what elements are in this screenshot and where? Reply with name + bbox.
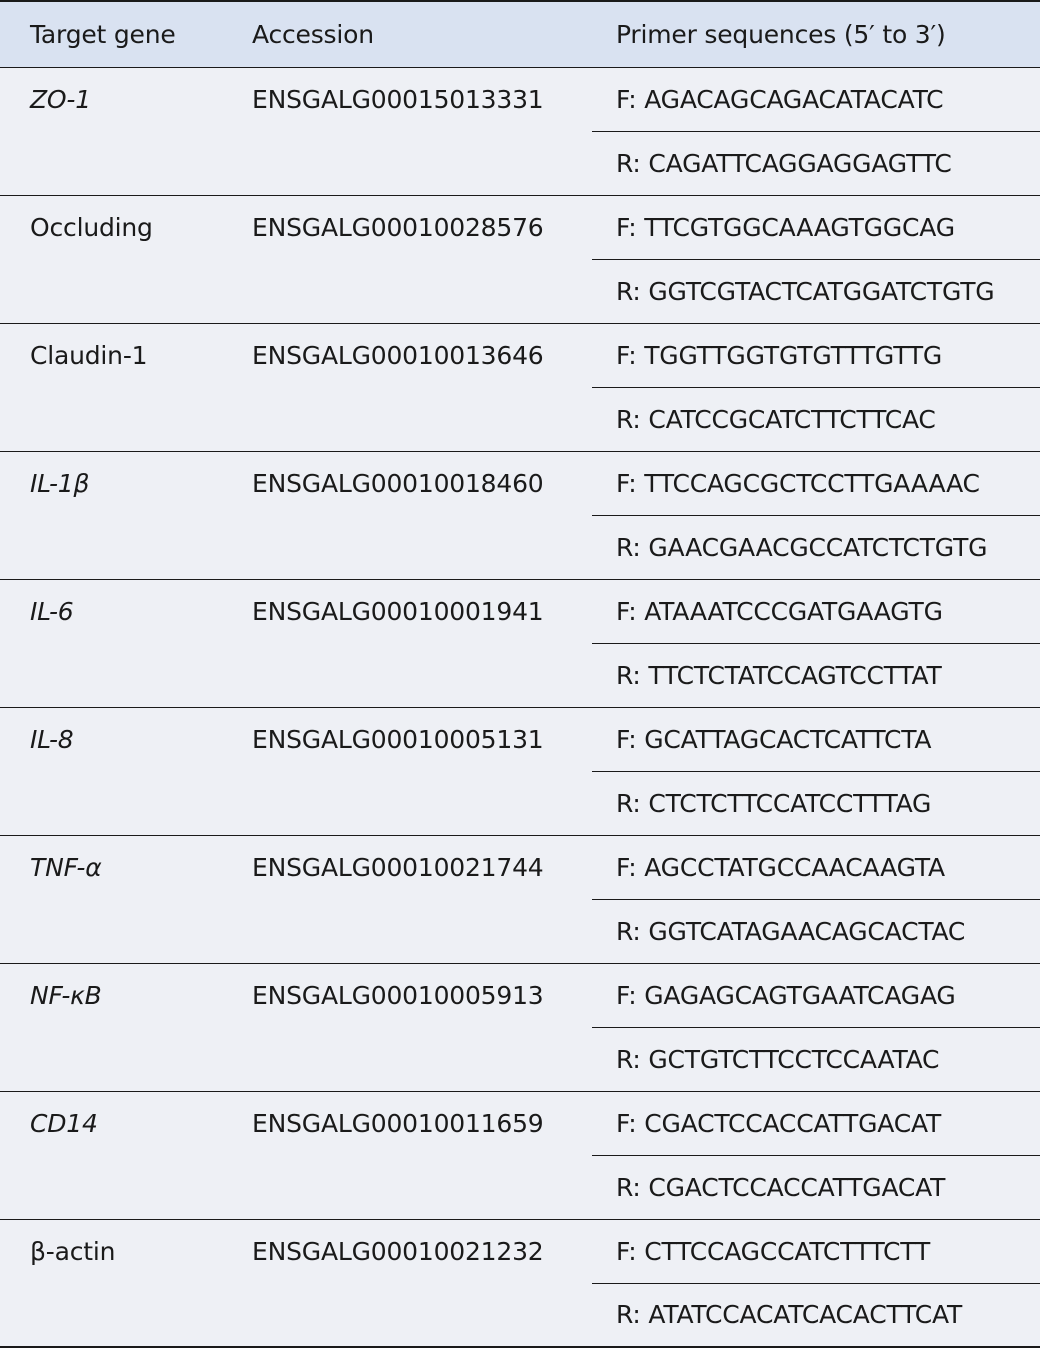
gene-cell: TNF-α [0, 835, 222, 963]
accession-cell: ENSGALG00010005913 [222, 963, 592, 1091]
accession-cell: ENSGALG00010013646 [222, 323, 592, 451]
reverse-primer-cell: R: CGACTCCACCATTGACAT [592, 1155, 1040, 1219]
gene-cell: IL-8 [0, 707, 222, 835]
forward-primer-cell: F: GCATTAGCACTCATTCTA [592, 707, 1040, 771]
table-row [0, 579, 1040, 643]
table-row [0, 67, 1040, 131]
forward-primer-cell: F: ATAAATCCCGATGAAGTG [592, 579, 1040, 643]
table-row [0, 963, 1040, 1027]
reverse-primer-cell: R: GGTCATAGAACAGCACTAC [592, 899, 1040, 963]
table-row [0, 195, 1040, 259]
gene-cell: β-actin [0, 1219, 222, 1347]
accession-cell: ENSGALG00010028576 [222, 195, 592, 323]
gene-cell: Occluding [0, 195, 222, 323]
forward-primer-cell: F: TTCGTGGCAAAGTGGCAG [592, 195, 1040, 259]
table-row [0, 323, 1040, 387]
accession-cell: ENSGALG00010021744 [222, 835, 592, 963]
table-row [0, 1091, 1040, 1155]
reverse-primer-cell: R: GCTGTCTTCCTCCAATAC [592, 1027, 1040, 1091]
table-row [0, 835, 1040, 899]
reverse-primer-cell: R: CATCCGCATCTTCTTCAC [592, 387, 1040, 451]
header-primer-sequences: Primer sequences (5′ to 3′) [592, 1, 1040, 67]
forward-primer-cell: F: TGGTTGGTGTGTTTGTTG [592, 323, 1040, 387]
gene-cell: IL-6 [0, 579, 222, 707]
table-header [0, 1, 1040, 67]
accession-cell: ENSGALG00015013331 [222, 67, 592, 195]
accession-cell: ENSGALG00010021232 [222, 1219, 592, 1347]
forward-primer-cell: F: GAGAGCAGTGAATCAGAG [592, 963, 1040, 1027]
gene-cell: NF-κB [0, 963, 222, 1091]
reverse-primer-cell: R: GGTCGTACTCATGGATCTGTG [592, 259, 1040, 323]
table-row [0, 1219, 1040, 1283]
reverse-primer-cell: R: CTCTCTTCCATCCTTTAG [592, 771, 1040, 835]
forward-primer-cell: F: AGCCTATGCCAACAAGTA [592, 835, 1040, 899]
forward-primer-cell: F: CTTCCAGCCATCTTTCTT [592, 1219, 1040, 1283]
reverse-primer-cell: R: CAGATTCAGGAGGAGTTC [592, 131, 1040, 195]
accession-cell: ENSGALG00010005131 [222, 707, 592, 835]
forward-primer-cell: F: CGACTCCACCATTGACAT [592, 1091, 1040, 1155]
reverse-primer-cell: R: GAACGAACGCCATCTCTGTG [592, 515, 1040, 579]
gene-cell: ZO-1 [0, 67, 222, 195]
reverse-primer-cell: R: ATATCCACATCACACTTCAT [592, 1283, 1040, 1347]
table-row [0, 707, 1040, 771]
accession-cell: ENSGALG00010018460 [222, 451, 592, 579]
gene-cell: Claudin-1 [0, 323, 222, 451]
forward-primer-cell: F: AGACAGCAGACATACATC [592, 67, 1040, 131]
header-target-gene: Target gene [0, 1, 222, 67]
header-row [0, 1, 1040, 67]
table-row [0, 451, 1040, 515]
table-body [0, 67, 1040, 1347]
gene-cell: CD14 [0, 1091, 222, 1219]
accession-cell: ENSGALG00010001941 [222, 579, 592, 707]
gene-cell: IL-1β [0, 451, 222, 579]
accession-cell: ENSGALG00010011659 [222, 1091, 592, 1219]
header-accession: Accession [222, 1, 592, 67]
reverse-primer-cell: R: TTCTCTATCCAGTCCTTAT [592, 643, 1040, 707]
forward-primer-cell: F: TTCCAGCGCTCCTTGAAAAC [592, 451, 1040, 515]
